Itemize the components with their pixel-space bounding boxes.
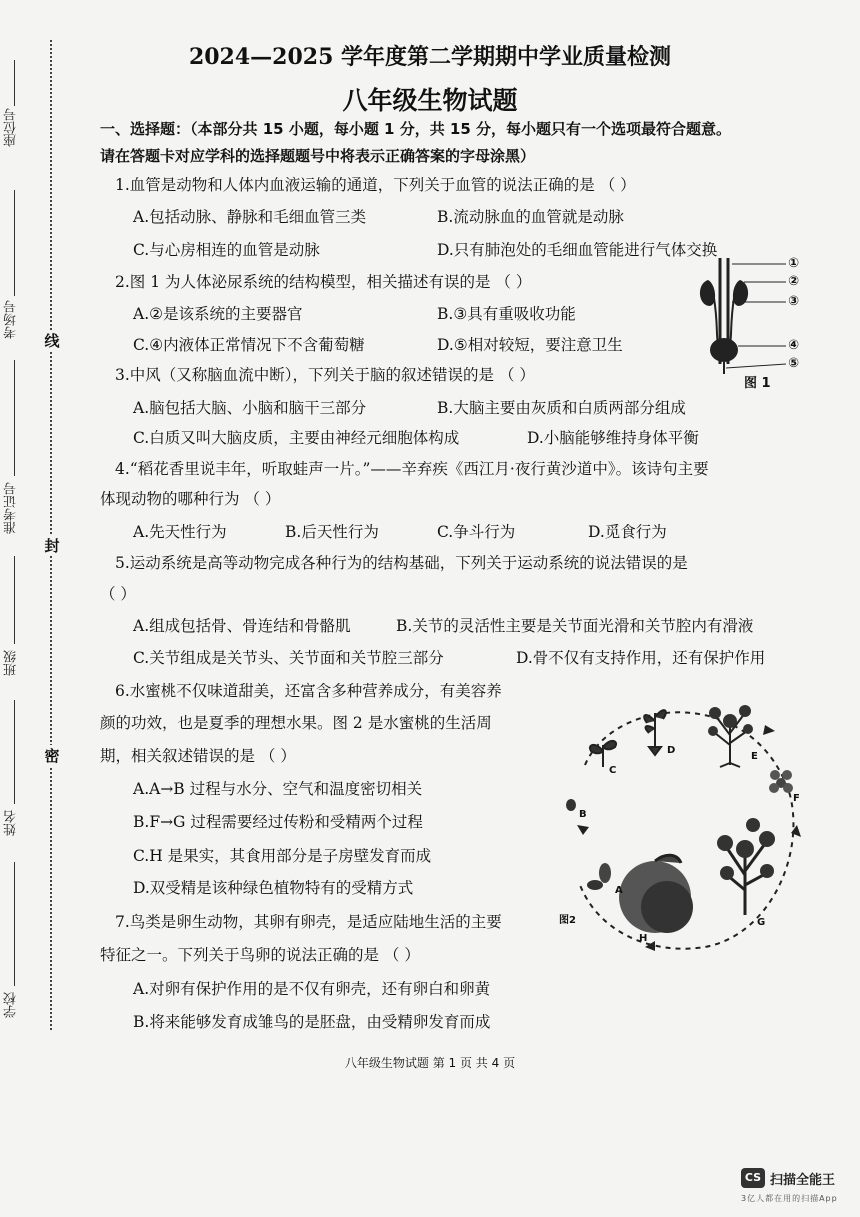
- fig1-caption: 图 1: [744, 376, 771, 391]
- fig2-stage-g: G: [757, 917, 766, 928]
- fig1-marker-2: ②: [788, 274, 800, 289]
- margin-label-seat: 座位号: [4, 108, 19, 148]
- margin-label-class: 班级: [4, 650, 19, 676]
- q6-option-b: B.F→G 过程需要经过传粉和受精两个过程: [133, 813, 423, 831]
- fig2-stage-c: C: [609, 765, 617, 776]
- fig2-stage-a: A: [615, 885, 623, 896]
- q1-stem: 1.血管是动物和人体内血液运输的通道，下列关于血管的说法正确的是 （ ）: [115, 176, 636, 194]
- q5-option-a: A.组成包括骨、骨连结和骨骼肌: [133, 617, 351, 635]
- q5-stem-1: 5.运动系统是高等动物完成各种行为的结构基础，下列关于运动系统的说法错误的是: [115, 554, 688, 572]
- scanner-logo-icon: CS: [741, 1168, 765, 1188]
- q1-option-b: B.流动脉血的血管就是动脉: [437, 208, 624, 226]
- fig1-marker-4: ④: [788, 338, 800, 353]
- q4-stem-2: 体现动物的哪种行为 （ ）: [100, 490, 281, 508]
- fig2-stage-e: E: [751, 751, 758, 762]
- q7-stem-2: 特征之一。下列关于鸟卵的说法正确的是 （ ）: [100, 946, 420, 964]
- q3-option-d: D.小脑能够维持身体平衡: [527, 429, 699, 447]
- scanner-tagline: 3亿人都在用的扫描App: [741, 1194, 838, 1203]
- fig1-marker-3: ③: [788, 294, 800, 309]
- q4-stem-1: 4.“稻花香里说丰年，听取蛙声一片。”——辛弃疾《西江月·夜行黄沙道中》。该诗句主要: [115, 460, 709, 478]
- q6-option-c: C.H 是果实，其食用部分是子房壁发育而成: [133, 847, 432, 865]
- q3-option-a: A.脑包括大脑、小脑和脑干三部分: [133, 399, 367, 417]
- section-heading: 一、选择题：（本部分共 15 小题，每小题 1 分，共 15 分，每小题只有一个选项最符合题意。: [100, 120, 732, 138]
- q1-option-d: D.只有肺泡处的毛细血管能进行气体交换: [437, 241, 718, 259]
- figure-2-peach-life-cycle: [555, 685, 815, 975]
- fig2-stage-d: D: [667, 745, 676, 756]
- q2-option-b: B.③具有重吸收功能: [437, 305, 576, 323]
- q6-option-d: D.双受精是该种绿色植物特有的受精方式: [133, 879, 414, 897]
- exam-title: 2024—2025 学年度第二学期期中学业质量检测: [188, 44, 672, 70]
- fig2-stage-h: H: [639, 933, 648, 944]
- figure-1-urinary-system: [694, 254, 814, 390]
- fig1-marker-5: ⑤: [788, 356, 800, 371]
- margin-blank-name: [14, 700, 15, 804]
- q5-stem-2: （ ）: [100, 585, 136, 603]
- margin-label-exam-id: 准考证号: [4, 482, 19, 534]
- exam-subtitle: 八年级生物试题: [342, 86, 518, 115]
- margin-label-school: 学校: [4, 992, 19, 1018]
- q1-option-c: C.与心房相连的血管是动脉: [133, 241, 320, 259]
- q4-option-a: A.先天性行为: [133, 523, 227, 541]
- margin-label-name: 姓名: [4, 810, 19, 836]
- page-footer: 八年级生物试题 第 1 页 共 4 页: [344, 1056, 516, 1070]
- section-heading-cont: 请在答题卡对应学科的选择题题号中将表示正确答案的字母涂黑）: [100, 147, 536, 165]
- seal-char-line: 线: [44, 332, 60, 350]
- fig1-marker-1: ①: [788, 256, 800, 271]
- q1-option-a: A.包括动脉、静脉和毛细血管三类: [133, 208, 367, 226]
- q3-stem: 3.中风（又称脑血流中断），下列关于脑的叙述错误的是 （ ）: [115, 366, 535, 384]
- scanner-app-name: 扫描全能王: [770, 1173, 836, 1188]
- life-cycle-diagram: [555, 685, 815, 975]
- q3-option-b: B.大脑主要由灰质和白质两部分组成: [437, 399, 686, 417]
- fig2-stage-f: F: [793, 793, 800, 804]
- seal-char-seal: 封: [44, 537, 60, 555]
- margin-label-room: 考场号: [4, 300, 19, 340]
- q7-stem-1: 7.鸟类是卵生动物，其卵有卵壳，是适应陆地生活的主要: [115, 913, 502, 931]
- q7-option-a: A.对卵有保护作用的是不仅有卵壳，还有卵白和卵黄: [133, 980, 491, 998]
- q7-option-b: B.将来能够发育成雏鸟的是胚盘，由受精卵发育而成: [133, 1013, 491, 1031]
- margin-blank-room: [14, 190, 15, 296]
- q6-stem-3: 期，相关叙述错误的是 （ ）: [100, 747, 296, 765]
- margin-blank-exam-id: [14, 360, 15, 476]
- q2-option-d: D.⑤相对较短，要注意卫生: [437, 336, 623, 354]
- q6-option-a: A.A→B 过程与水分、空气和温度密切相关: [133, 780, 423, 798]
- q4-option-d: D.觅食行为: [588, 523, 667, 541]
- q2-option-c: C.④内液体正常情况下不含葡萄糖: [133, 336, 365, 354]
- seal-char-secret: 密: [44, 747, 60, 765]
- q5-option-c: C.关节组成是关节头、关节面和关节腔三部分: [133, 649, 444, 667]
- q5-option-d: D.骨不仅有支持作用，还有保护作用: [516, 649, 766, 667]
- q5-option-b: B.关节的灵活性主要是关节面光滑和关节腔内有滑液: [396, 617, 754, 635]
- q4-option-c: C.争斗行为: [437, 523, 516, 541]
- fig2-caption: 图2: [559, 915, 576, 926]
- q2-stem: 2.图 1 为人体泌尿系统的结构模型，相关描述有误的是 （ ）: [115, 273, 532, 291]
- q3-option-c: C.白质又叫大脑皮质，主要由神经元细胞体构成: [133, 429, 460, 447]
- q6-stem-1: 6.水蜜桃不仅味道甜美，还富含多种营养成分，有美容养: [115, 682, 502, 700]
- margin-blank-class: [14, 556, 15, 644]
- q4-option-b: B.后天性行为: [285, 523, 379, 541]
- margin-blank-school: [14, 862, 15, 986]
- fig2-stage-b: B: [579, 809, 587, 820]
- q6-stem-2: 颜的功效，也是夏季的理想水果。图 2 是水蜜桃的生活周: [100, 714, 492, 732]
- q2-option-a: A.②是该系统的主要器官: [133, 305, 303, 323]
